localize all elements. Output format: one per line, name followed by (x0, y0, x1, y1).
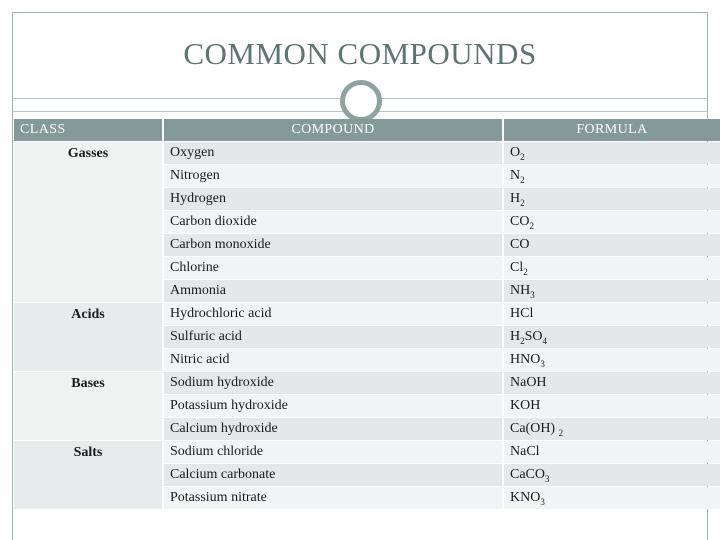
formula-text: O (510, 144, 521, 160)
formula-cell (504, 395, 720, 417)
formula-subscript: 4 (542, 335, 548, 346)
compound-cell: Oxygen (164, 142, 502, 164)
compound-cell: Sulfuric acid (164, 326, 502, 348)
formula-cell (504, 234, 720, 256)
formula-text: NaOH (510, 375, 547, 390)
compound-cell: Hydrogen (164, 188, 502, 210)
class-cell: Acids (14, 303, 162, 371)
formula-cell (504, 165, 720, 187)
formula-cell (504, 418, 720, 440)
ring-ornament-icon (340, 80, 382, 122)
compound-cell: Nitric acid (164, 349, 502, 371)
column-header-compound: COMPOUND (164, 119, 502, 141)
formula-subscript: 3 (545, 473, 550, 484)
header-row (14, 119, 720, 141)
formula-subscript: 3 (530, 289, 535, 300)
formula-cell (504, 487, 720, 509)
formula-cell (504, 326, 720, 348)
formula-subscript: 2 (523, 266, 528, 277)
formula-text: H (510, 190, 521, 206)
compound-cell: Calcium carbonate (164, 464, 502, 486)
formula-text: HCl (510, 306, 534, 321)
formula-text: Ca(OH) (510, 420, 559, 436)
compound-cell: Chlorine (164, 257, 502, 279)
formula-cell (504, 441, 720, 463)
compound-cell: Carbon dioxide (164, 211, 502, 233)
table-row (14, 441, 720, 463)
class-cell: Gasses (14, 142, 162, 302)
table-row (14, 303, 720, 325)
class-cell: Salts (14, 441, 162, 509)
formula-subscript: 2 (520, 335, 525, 346)
formula-subscript: 2 (520, 174, 525, 185)
formula-cell (504, 188, 720, 210)
formula-text: N (510, 167, 521, 183)
formula-subscript: 3 (540, 496, 545, 507)
compound-cell: Calcium hydroxide (164, 418, 502, 440)
compound-cell: Carbon monoxide (164, 234, 502, 256)
formula-subscript: 2 (520, 151, 525, 162)
formula-text: KNO (510, 489, 541, 505)
formula-cell (504, 211, 720, 233)
formula-cell (504, 257, 720, 279)
compound-cell: Sodium chloride (164, 441, 502, 463)
formula-cell (504, 372, 720, 394)
formula-text: HNO (510, 351, 541, 367)
formula-subscript: 2 (558, 427, 564, 438)
class-cell: Bases (14, 372, 162, 440)
formula-subscript: 2 (529, 220, 534, 231)
column-header-formula: FORMULA (504, 119, 720, 141)
formula-text: NaCl (510, 444, 540, 459)
table-row (14, 142, 720, 164)
compound-cell: Hydrochloric acid (164, 303, 502, 325)
formula-cell (504, 464, 720, 486)
formula-text: NH (510, 282, 531, 298)
compound-cell: Sodium hydroxide (164, 372, 502, 394)
column-header-class: CLASS (14, 119, 162, 141)
table-row (14, 372, 720, 394)
formula-text: KOH (510, 398, 541, 413)
compound-cell: Nitrogen (164, 165, 502, 187)
formula-text: Cl (510, 259, 524, 275)
formula-cell (504, 142, 720, 164)
formula-subscript: 3 (540, 358, 545, 369)
compound-cell: Potassium hydroxide (164, 395, 502, 417)
compound-cell: Ammonia (164, 280, 502, 302)
formula-text: H (510, 328, 521, 344)
formula-cell (504, 280, 720, 302)
table-body (14, 142, 720, 509)
formula-text: CO (510, 237, 530, 252)
compounds-table (12, 118, 720, 510)
page-title: COMMON COMPOUNDS (183, 36, 537, 71)
formula-text: CO (510, 213, 530, 229)
formula-cell (504, 349, 720, 371)
formula-suffix: SO (524, 328, 543, 344)
formula-cell (504, 303, 720, 325)
formula-subscript: 2 (520, 197, 525, 208)
formula-text: CaCO (510, 466, 545, 482)
compound-cell: Potassium nitrate (164, 487, 502, 509)
